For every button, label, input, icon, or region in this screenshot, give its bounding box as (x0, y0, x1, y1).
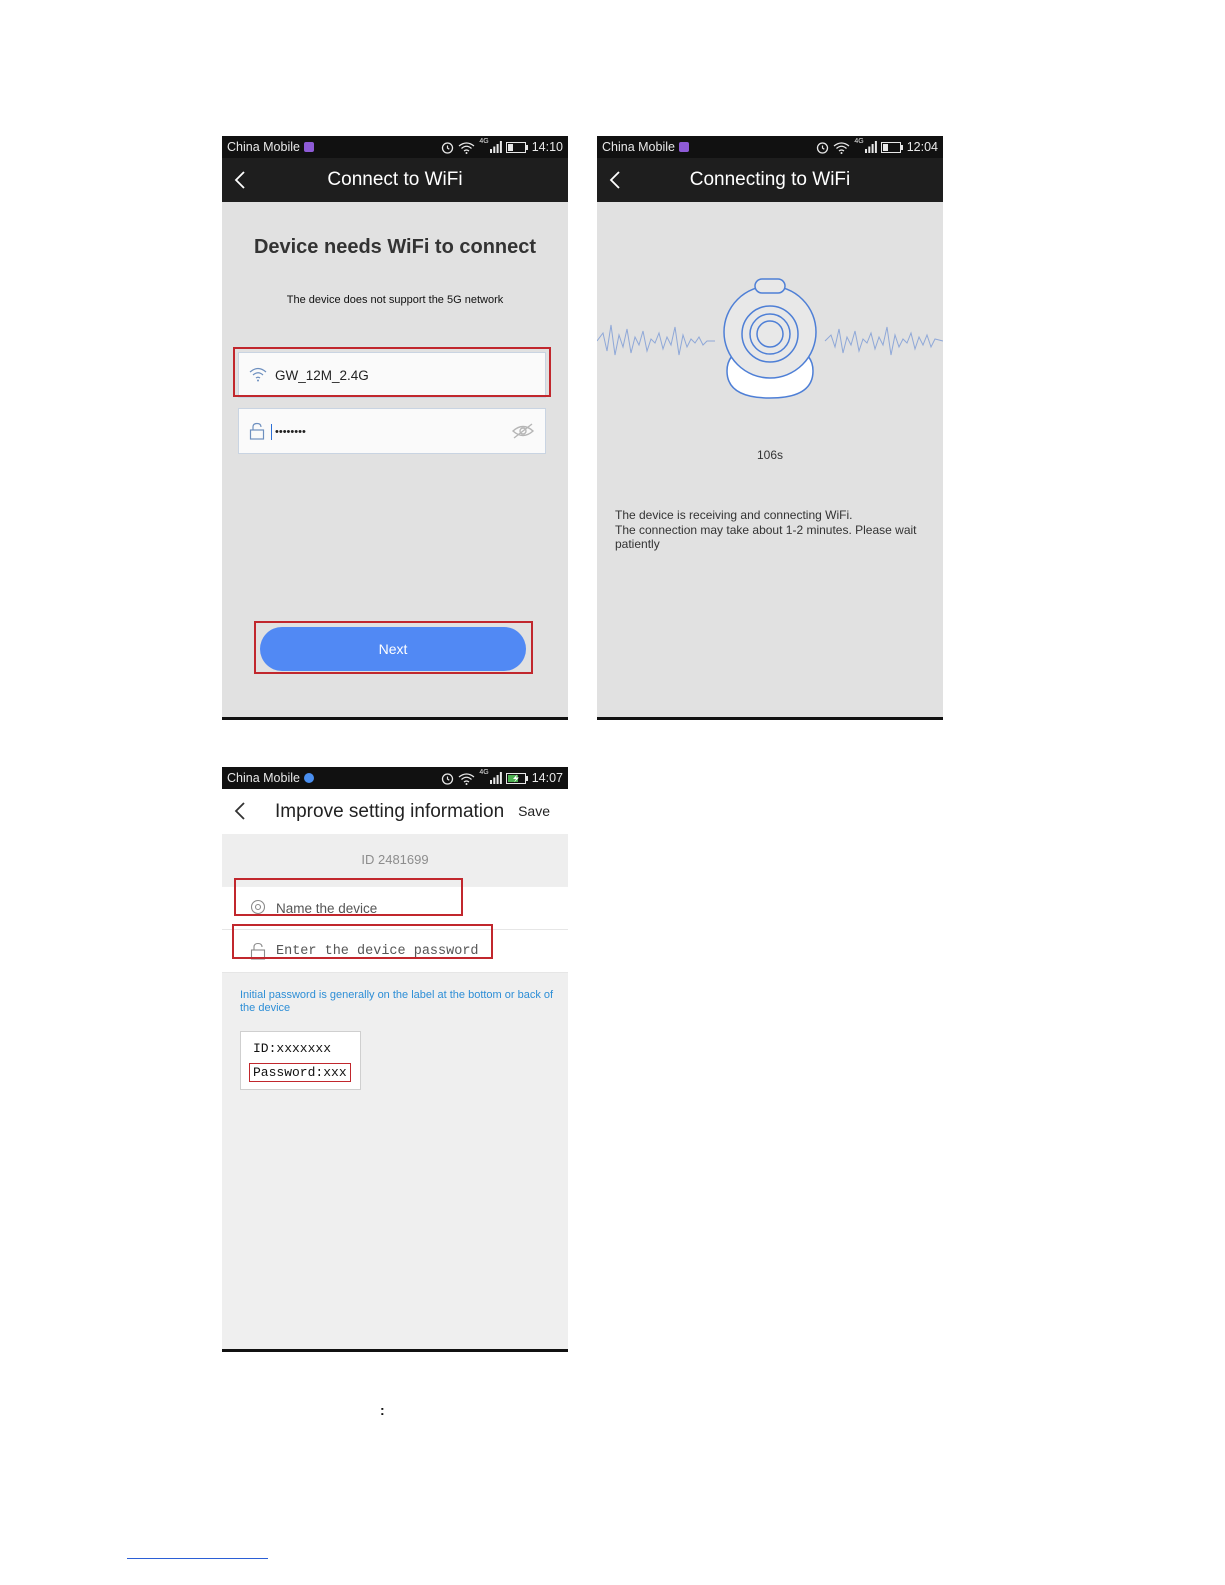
signal-icon (490, 772, 502, 784)
ssid-highlight-box (233, 347, 551, 397)
network-badge: 4G (479, 138, 489, 145)
sim-icon (304, 142, 314, 152)
label-id-line: ID:xxxxxxx (253, 1041, 332, 1056)
wifi-icon (833, 141, 850, 154)
page-title: Improve setting information (275, 801, 505, 822)
hide-password-icon[interactable] (511, 422, 535, 440)
device-id-label: ID 2481699 (222, 834, 568, 886)
clock-label: 14:10 (531, 140, 563, 154)
alarm-icon (441, 141, 454, 154)
wifi-password-field[interactable] (238, 408, 546, 454)
device-name-placeholder: Name the device (276, 901, 378, 916)
title-bar (597, 158, 943, 202)
status-bar (597, 136, 943, 158)
next-button[interactable]: Next (260, 627, 526, 671)
status-icons (816, 136, 938, 158)
sim-icon (304, 773, 314, 783)
back-arrow-icon[interactable] (234, 801, 246, 821)
sim-icon (679, 142, 689, 152)
save-button[interactable]: Save (518, 803, 550, 819)
wifi-heading: Device needs WiFi to connect (253, 236, 537, 258)
connection-status-message: The device is receiving and connecting WiFi. The connection may take about 1-2 minutes. Please wait patiently (615, 508, 917, 551)
countdown-timer: 106s (756, 448, 784, 462)
stray-colon-mark: : (380, 1402, 385, 1418)
screen-bottom-edge (222, 1349, 568, 1352)
next-highlight-box (254, 621, 533, 674)
wifi-icon (458, 141, 475, 154)
clock-label: 12:04 (906, 140, 938, 154)
status-bar (222, 136, 568, 158)
password-value: •••••••• (275, 426, 306, 438)
status-icons (441, 767, 563, 789)
lock-icon (249, 422, 265, 440)
page-title: Connecting to WiFi (689, 169, 851, 190)
improve-settings-screen (222, 767, 568, 1352)
signal-icon (865, 141, 877, 153)
network-badge: 4G (854, 138, 864, 145)
camera-icon (715, 276, 825, 401)
title-bar (222, 789, 568, 834)
status-bar (222, 767, 568, 789)
5g-note: The device does not support the 5G network (286, 294, 504, 306)
page-title: Connect to WiFi (327, 169, 463, 190)
alarm-icon (816, 141, 829, 154)
clock-label: 14:07 (531, 771, 563, 785)
text-cursor (271, 424, 272, 440)
signal-icon (490, 141, 502, 153)
device-label-example (240, 1031, 361, 1090)
battery-icon (881, 142, 903, 153)
battery-charging-icon (506, 773, 528, 784)
initial-password-hint: Initial password is generally on the label at the bottom or back of the device (240, 989, 554, 1014)
carrier-label: China Mobile (227, 767, 314, 789)
screen-bottom-edge (222, 717, 568, 720)
wifi-icon (458, 772, 475, 785)
ssid-value: GW_12M_2.4G (275, 368, 369, 383)
title-bar (222, 158, 568, 202)
footnote-separator (127, 1558, 268, 1559)
screen-bottom-edge (597, 717, 943, 720)
device-password-placeholder: Enter the device password (276, 944, 479, 959)
carrier-label: China Mobile (602, 136, 689, 158)
carrier-label: China Mobile (227, 136, 314, 158)
alarm-icon (441, 772, 454, 785)
network-badge: 4G (479, 769, 489, 776)
label-password-line: Password:xxx (249, 1063, 351, 1082)
battery-icon (506, 142, 528, 153)
connecting-wifi-screen (597, 136, 943, 720)
status-icons (441, 136, 563, 158)
password-highlight-box (232, 924, 493, 959)
name-highlight-box (234, 878, 463, 916)
connect-wifi-screen (222, 136, 568, 720)
